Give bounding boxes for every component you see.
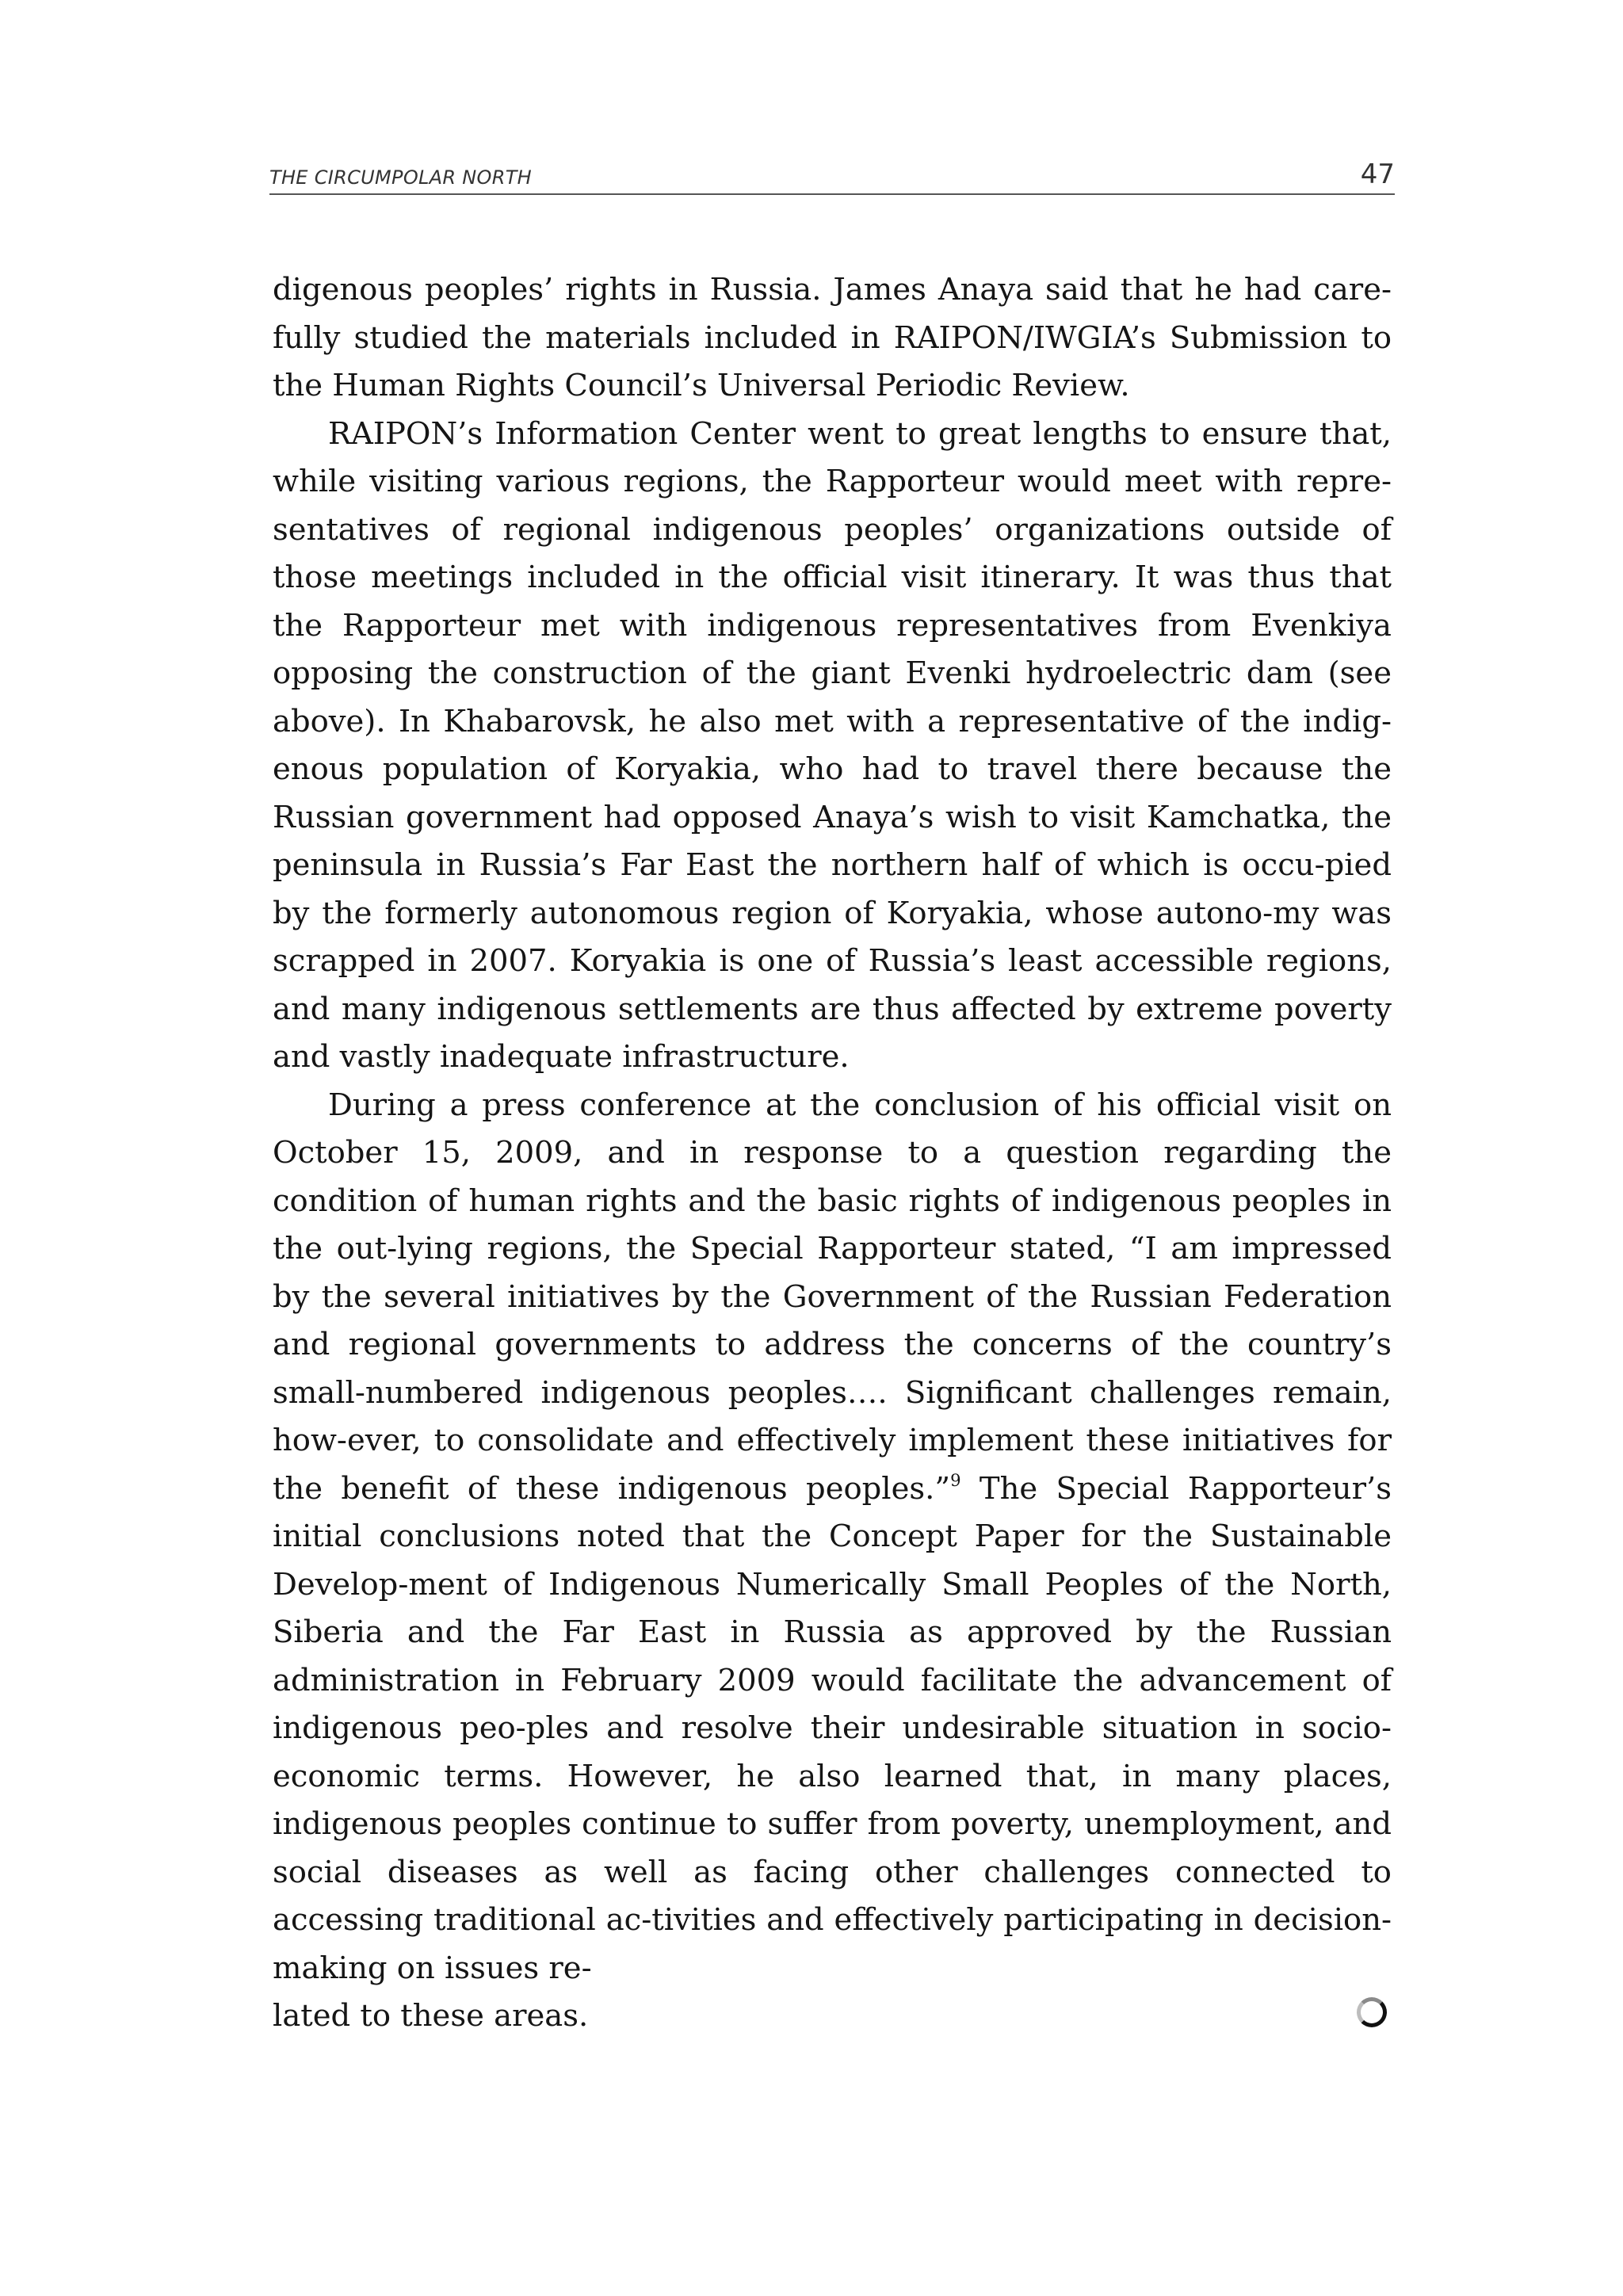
paragraph-3-ending: lated to these areas.	[273, 1998, 589, 2034]
paragraph-3	[273, 1082, 1392, 1993]
body-text	[273, 266, 1392, 2041]
paragraph-1: digenous peoples’ rights in Russia. James Anaya said that he had care-fully studied the materials included in RAIPON/IWGIA’s Submission to the Human Rights Council’s Universal Periodic Review.	[273, 272, 1392, 403]
paragraph-3-text-a: During a press conference at the conclusion of his official visit on October 15, 2009, and in response to a question regarding the condition of human rights and the basic rights of indigenous peoples in the out-lying regions, the Special Rapporteur stated, “I am impressed by the several initiatives by the Government of the Russian Federation and regional governments to address the concerns of the country’s small-numbered indigenous peoples…. Significant challenges remain, how-ever, to consolidate and effectively implement these initiatives for the benefit of these indigenous peoples.”	[273, 1087, 1392, 1507]
page-header	[269, 155, 1395, 195]
page-number: 47	[1360, 159, 1395, 190]
section-end-circle-icon	[1357, 1997, 1387, 2027]
paragraph-3-text-b: The Special Rapporteur’s initial conclusions noted that the Concept Paper for the Sustainable Develop-ment of Indigenous Numerically Small Peoples of the North, Siberia and the Far East in Russia as approved by the Russian administration in February 2009 would facilitate the advancement of indigenous peo-ples and resolve their undesirable situation in socio-economic terms. However, he also learned that, in many places, indigenous peoples continue to suffer from poverty, unemployment, and social diseases as well as facing other challenges connected to accessing traditional ac-tivities and effectively participating in decision-making on issues re-	[273, 1470, 1392, 1986]
running-title: THE CIRCUMPOLAR NORTH	[269, 166, 533, 189]
footnote-reference: 9	[950, 1469, 961, 1490]
paragraph-2: RAIPON’s Information Center went to great lengths to ensure that, while visiting various regions, the Rapporteur would meet with repre-sentatives of regional indigenous peoples’ organizations outside of those meetings included in the official visit itinerary. It was thus that the Rapporteur met with indigenous representatives from Evenkiya opposing the construction of the giant Evenki hydroelectric dam (see above). In Khabarovsk, he also met with a representative of the indig-enous population of Koryakia, who had to travel there because the Russian government had opposed Anaya’s wish to visit Kamchatka, the peninsula in Russia’s Far East the northern half of which is occu-pied by the formerly autonomous region of Koryakia, whose autono-my was scrapped in 2007. Koryakia is one of Russia’s least accessible regions, and many indigenous settlements are thus affected by extreme poverty and vastly inadequate infrastructure.	[273, 415, 1392, 1075]
paragraph-3-last-line	[273, 1992, 1392, 2041]
